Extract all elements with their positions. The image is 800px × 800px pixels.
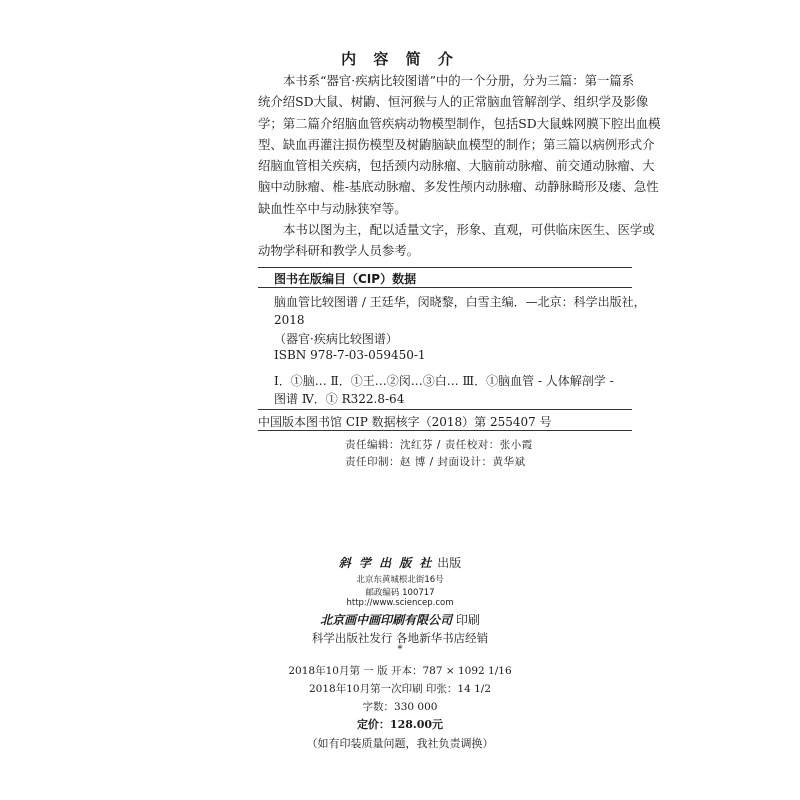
publish-label: 出版 — [437, 556, 462, 570]
credits-line-2: 责任印制：赵 博 / 封面设计：黄华斌 — [345, 456, 526, 468]
cip-classification-2: 图谱 Ⅳ．① R322.8-64 — [274, 392, 405, 406]
cip-heading-rule — [258, 287, 632, 288]
cip-top-rule — [258, 267, 632, 268]
intro-paragraph-1 — [258, 70, 661, 219]
edition-price: 定价：128.00元 — [356, 718, 444, 731]
publisher-website: http://www.sciencep.com — [346, 598, 454, 608]
separator-star: * — [397, 644, 403, 655]
edition-words: 字数：330 000 — [362, 701, 438, 713]
publisher-line — [0, 554, 800, 571]
edition-notice: （如有印装质量问题，我社负责调换） — [306, 737, 494, 750]
cip-year: 2018 — [274, 313, 305, 327]
cip-middle-rule — [258, 409, 632, 410]
intro-line: 绍脑血管相关疾病，包括颈内动脉瘤、大脑前动脉瘤、前交通动脉瘤、大 — [258, 158, 655, 174]
cip-classification-1: Ⅰ．①脑… Ⅱ．①王…②闵…③白… Ⅲ．①脑血管 - 人体解剖学 - — [274, 374, 614, 388]
intro-line: 型、缺血再灌注损伤模型及树鼩脑缺血模型的制作；第三篇以病例形式介 — [258, 136, 655, 152]
cip-title-line: 脑血管比较图谱 / 王廷华，闵晓黎，白雪主编．—北京：科学出版社， — [274, 295, 646, 309]
printer-name: 北京画中画印刷有限公司 — [320, 613, 453, 627]
publisher-logo-text: 斜 学 出 版 社 — [338, 556, 434, 570]
publisher-postcode: 邮政编码 100717 — [365, 588, 435, 598]
cip-bottom-rule — [258, 430, 632, 431]
publisher-address: 北京东黄城根北街16号 — [356, 575, 444, 585]
intro-line: 本书系“器官·疾病比较图谱”中的一个分册，分为三篇：第一篇系 — [283, 73, 635, 88]
cip-heading: 图书在版编目（CIP）数据 — [274, 272, 417, 286]
intro-heading: 内 容 简 介 — [341, 50, 459, 68]
edition-line-1: 2018年10月第 一 版 开本：787 × 1092 1/16 — [288, 665, 512, 677]
print-label: 印刷 — [455, 613, 480, 627]
intro-line: 缺血性卒中与动脉狭窄等。 — [258, 200, 407, 216]
intro-paragraph-2 — [258, 219, 655, 262]
intro-line: 动物学科研和教学人员参考。 — [258, 243, 420, 259]
intro-line: 学；第二篇介绍脑血管疾病动物模型制作，包括SD大鼠蛛网膜下腔出血模 — [258, 115, 661, 131]
credits-line-1: 责任编辑：沈红芬 / 责任校对：张小霞 — [345, 439, 533, 451]
intro-line: 本书以图为主，配以适量文字，形象、直观，可供临床医生、医学或 — [283, 222, 655, 237]
cip-isbn: ISBN 978-7-03-059450-1 — [274, 348, 426, 362]
intro-line: 脑中动脉瘤、椎-基底动脉瘤、多发性颅内动脉瘤、动静脉畸形及瘘、急性 — [258, 179, 659, 195]
cip-series: （器官·疾病比较图谱） — [274, 332, 398, 346]
cip-record: 中国版本图书馆 CIP 数据核字（2018）第 255407 号 — [258, 415, 552, 429]
printer-line — [0, 611, 800, 628]
distribution-line: 科学出版社发行 各地新华书店经销 — [311, 631, 489, 645]
edition-line-2: 2018年10月第一次印刷 印张：14 1/2 — [308, 683, 492, 695]
intro-line: 统介绍SD大鼠、树鼩、恒河猴与人的正常脑血管解剖学、组织学及影像 — [258, 94, 649, 110]
